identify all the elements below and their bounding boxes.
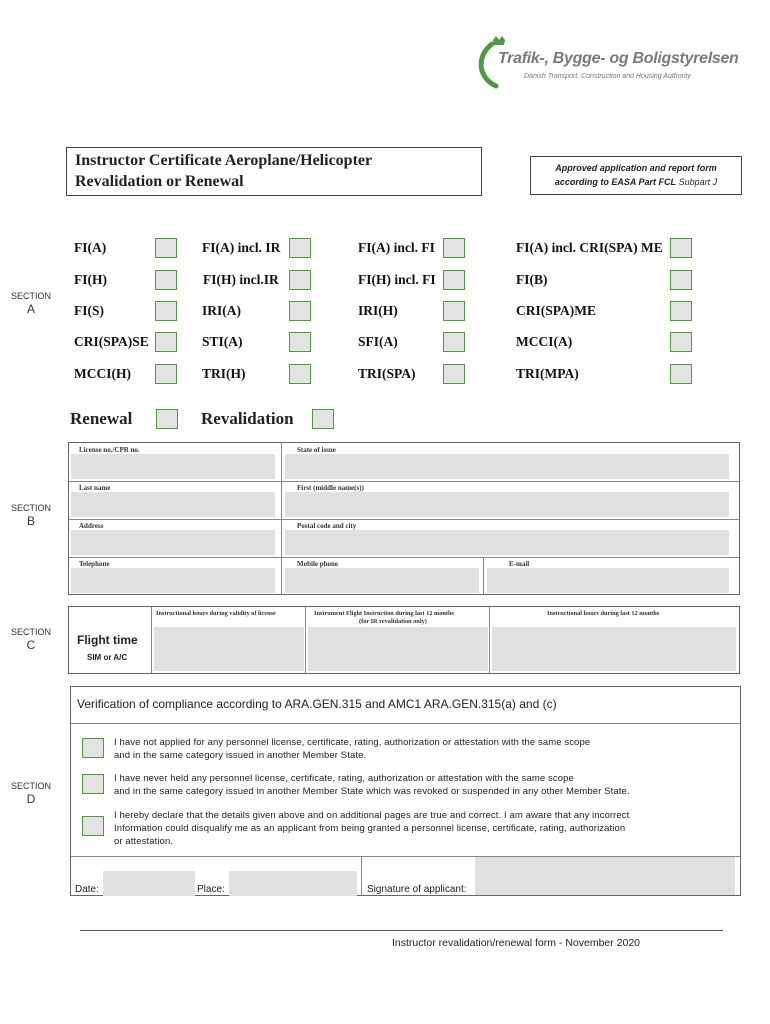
option-label: CRI(SPA)ME bbox=[516, 303, 596, 318]
option-label: FI(S) bbox=[74, 303, 104, 318]
instrument-instruction-field[interactable] bbox=[308, 627, 488, 671]
last-12-months-label: Instructional hours during last 12 months bbox=[547, 610, 660, 617]
approval-note-prefix: according to EASA Part FCL bbox=[554, 177, 677, 187]
option-label: IRI(A) bbox=[202, 303, 241, 318]
state-label: State of issue bbox=[297, 446, 336, 454]
firstname-label: First (middle name(s)) bbox=[297, 484, 364, 492]
option-label: FI(A) incl. IR bbox=[202, 240, 281, 255]
approval-note-suffix: Subpart J bbox=[678, 177, 718, 187]
compliance-heading: Verification of compliance according to ARA.GEN.315 and AMC1 ARA.GEN.315(a) and (c) bbox=[77, 697, 557, 711]
section-d-marker bbox=[11, 780, 51, 806]
option-checkbox[interactable] bbox=[289, 238, 311, 258]
form-title-line2: Revalidation or Renewal bbox=[75, 173, 244, 190]
option-label: SFI(A) bbox=[358, 334, 398, 349]
title-box bbox=[66, 147, 482, 196]
signature-label: Signature of applicant: bbox=[367, 884, 467, 895]
telephone-label: Telephone bbox=[79, 560, 110, 568]
option-label: FI(B) bbox=[516, 272, 548, 287]
address-label: Address bbox=[79, 522, 104, 530]
approval-note-box bbox=[530, 156, 742, 195]
option-label: FI(H) incl. FI bbox=[358, 272, 436, 287]
option-label: FI(A) incl. CRI(SPA) ME bbox=[516, 240, 663, 255]
postal-field[interactable] bbox=[285, 530, 729, 555]
option-checkbox[interactable] bbox=[289, 364, 311, 384]
option-label: FI(H) incl.IR bbox=[203, 272, 279, 287]
option-checkbox[interactable] bbox=[443, 364, 465, 384]
revalidation-label: Revalidation bbox=[201, 409, 294, 428]
ir-revalidation-note: (for IR revalidation only) bbox=[359, 618, 427, 625]
flight-time-label: Flight time bbox=[77, 633, 138, 647]
option-checkbox[interactable] bbox=[670, 332, 692, 352]
flight-time-box bbox=[68, 606, 740, 674]
license-field[interactable] bbox=[71, 454, 275, 479]
option-checkbox[interactable] bbox=[155, 332, 177, 352]
option-label: TRI(H) bbox=[202, 366, 246, 381]
option-checkbox[interactable] bbox=[155, 301, 177, 321]
place-field[interactable] bbox=[229, 871, 357, 896]
email-field[interactable] bbox=[487, 568, 729, 593]
option-checkbox[interactable] bbox=[670, 270, 692, 290]
option-checkbox[interactable] bbox=[155, 238, 177, 258]
personal-details-box bbox=[68, 442, 740, 595]
declaration-text: I have not applied for any personnel license, certificate, rating, authorization or attestation with the same scope and in the same category issued in another Member State. bbox=[114, 737, 591, 761]
logo-name: Trafik-, Bygge- og Boligstyrelsen bbox=[498, 50, 739, 67]
option-label: MCCI(A) bbox=[516, 334, 573, 349]
section-a-marker bbox=[11, 290, 51, 316]
option-checkbox[interactable] bbox=[155, 364, 177, 384]
postal-label: Postal code and city bbox=[297, 522, 357, 530]
form-title-line1: Instructor Certificate Aeroplane/Helicopter bbox=[75, 152, 373, 169]
section-c-letter: C bbox=[26, 638, 36, 652]
option-checkbox[interactable] bbox=[289, 332, 311, 352]
renewal-label: Renewal bbox=[70, 409, 133, 428]
place-label: Place: bbox=[197, 884, 225, 895]
telephone-field[interactable] bbox=[71, 568, 275, 593]
firstname-field[interactable] bbox=[285, 492, 729, 517]
section-b-word: SECTION bbox=[11, 503, 52, 513]
option-checkbox[interactable] bbox=[443, 270, 465, 290]
section-d-word: SECTION bbox=[11, 781, 52, 791]
option-label: CRI(SPA)SE bbox=[74, 334, 149, 349]
declaration-checkbox[interactable] bbox=[82, 774, 104, 794]
option-checkbox[interactable] bbox=[443, 301, 465, 321]
declaration-box bbox=[70, 686, 741, 896]
section-b-marker bbox=[11, 502, 51, 528]
declaration-checkbox[interactable] bbox=[82, 738, 104, 758]
footer-rule bbox=[80, 930, 723, 931]
option-checkbox[interactable] bbox=[670, 364, 692, 384]
instrument-instruction-label: Instrument Flight Instruction during last 12 months bbox=[314, 610, 454, 617]
section-c-marker bbox=[11, 626, 51, 652]
option-checkbox[interactable] bbox=[289, 270, 311, 290]
date-label: Date: bbox=[75, 884, 99, 895]
declaration-text: I hereby declare that the details given above and on additional pages are true and correct. I am aware that any incorrect Information could disqualify me as an applicant from being granted a personnel license, certificate, rating, authorization or attestation. bbox=[114, 810, 630, 847]
logo-tagline: Danish Transport, Construction and Housing Authority bbox=[524, 73, 691, 80]
last-12-months-field[interactable] bbox=[492, 627, 736, 671]
revalidation-checkbox[interactable] bbox=[312, 409, 334, 429]
option-checkbox[interactable] bbox=[670, 301, 692, 321]
address-field[interactable] bbox=[71, 530, 275, 555]
option-checkbox[interactable] bbox=[670, 238, 692, 258]
option-label: MCCI(H) bbox=[74, 366, 131, 381]
declaration-checkbox[interactable] bbox=[82, 816, 104, 836]
license-label: License no./CPR no. bbox=[79, 446, 140, 454]
approval-note-line2 bbox=[531, 177, 741, 187]
option-label: FI(A) incl. FI bbox=[358, 240, 435, 255]
option-label: FI(H) bbox=[74, 272, 107, 287]
state-field[interactable] bbox=[285, 454, 729, 479]
validity-hours-label: Instructional hours during validity of license bbox=[156, 610, 276, 617]
signature-field[interactable] bbox=[475, 857, 735, 895]
option-label: TRI(MPA) bbox=[516, 366, 579, 381]
mobile-field[interactable] bbox=[285, 568, 479, 593]
section-a-letter: A bbox=[26, 302, 35, 316]
lastname-label: Last name bbox=[79, 484, 111, 492]
option-checkbox[interactable] bbox=[443, 238, 465, 258]
mobile-label: Mobile phone bbox=[297, 560, 339, 568]
option-checkbox[interactable] bbox=[443, 332, 465, 352]
section-a-word: SECTION bbox=[11, 291, 52, 301]
option-label: FI(A) bbox=[74, 240, 107, 255]
section-c-word: SECTION bbox=[11, 627, 52, 637]
declaration-text: I have never held any personnel license, certificate, rating, authorization or attestation with the same scope and in the same category issued in another Member State which was revoked or suspended in any other Member State. bbox=[114, 773, 630, 797]
footer-text: Instructor revalidation/renewal form - November 2020 bbox=[392, 937, 641, 949]
renewal-checkbox[interactable] bbox=[156, 409, 178, 429]
date-field[interactable] bbox=[103, 871, 195, 896]
logo bbox=[474, 34, 739, 94]
section-d-letter: D bbox=[26, 792, 36, 806]
email-label: E-mail bbox=[509, 560, 530, 568]
option-checkbox[interactable] bbox=[289, 301, 311, 321]
option-label: IRI(H) bbox=[358, 303, 398, 318]
option-label: TRI(SPA) bbox=[358, 366, 416, 381]
approval-note-line1: Approved application and report form bbox=[555, 163, 717, 173]
option-checkbox[interactable] bbox=[155, 270, 177, 290]
option-label: STI(A) bbox=[202, 334, 243, 349]
section-b-letter: B bbox=[26, 514, 35, 528]
sim-ac-label: SIM or A/C bbox=[87, 653, 128, 662]
lastname-field[interactable] bbox=[71, 492, 275, 517]
validity-hours-field[interactable] bbox=[154, 627, 304, 671]
